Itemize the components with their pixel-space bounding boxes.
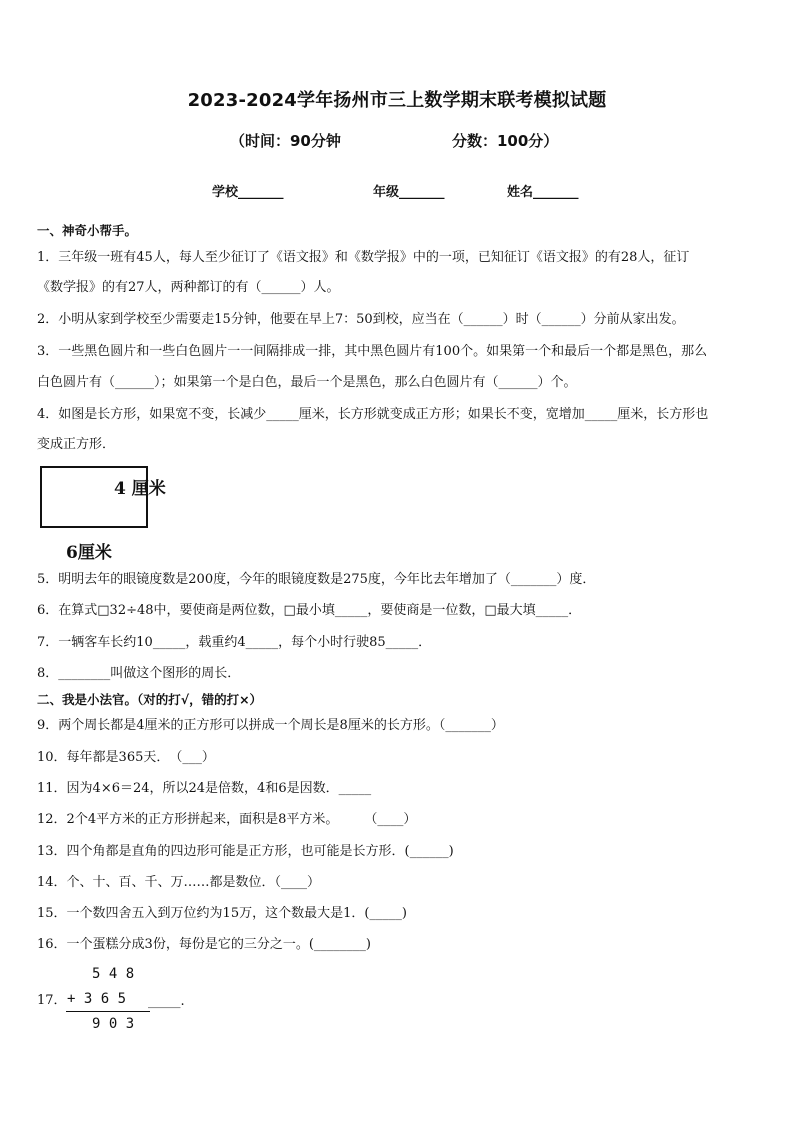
question-12: 12．2个4平方米的正方形拼起来，面积是8平方米。 （____）	[37, 812, 417, 827]
section-heading-1: 一、神奇小帮手。	[37, 223, 138, 238]
question-2: 2．小明从家到学校至少需要走15分钟，他要在早上7：50到校，应当在（______）时（______）分前从家出发。	[37, 312, 685, 327]
question-9: 9．两个周长都是4厘米的正方形可以拼成一个周长是8厘米的长方形。（_______）	[37, 718, 504, 733]
question-1-line-2: 《数学报》的有27人，两种都订的有（______）人。	[37, 280, 340, 295]
question-4-line-2: 变成正方形．	[37, 437, 116, 452]
question-1-line-1: 1．三年级一班有45人，每人至少征订了《语文报》和《数学报》中的一项，已知征订《语文报》的有28人，征订	[37, 250, 690, 265]
question-6: 6．在算式□32÷48中，要使商是两位数，□最小填_____，要使商是一位数，□最大填_____．	[37, 603, 582, 618]
exam-time: （时间：90分钟	[230, 132, 341, 150]
figure-length-label: 6厘米	[66, 543, 112, 563]
sum-rule	[66, 1011, 150, 1012]
question-14: 14．个、十、百、千、万……都是数位．（____）	[37, 875, 321, 890]
question-13: 13．四个角都是直角的四边形可能是正方形，也可能是长方形．(______)	[37, 844, 454, 859]
question-3-line-2: 白色圆片有（______）；如果第一个是白色，最后一个是黑色，那么白色圆片有（______）个。	[37, 375, 577, 390]
question-7: 7．一辆客车长约10_____，载重约4_____，每个小时行驶85_____．	[37, 635, 432, 650]
figure-width-label: 4 厘米	[114, 479, 166, 499]
page-title: 2023-2024学年扬州市三上数学期末联考模拟试题	[187, 90, 607, 111]
question-4-line-1: 4．如图是长方形，如果宽不变，长减少_____厘米，长方形就变成正方形；如果长不变，宽增加_____厘米，长方形也	[37, 407, 709, 422]
section-heading-2: 二、我是小法官。（对的打√，错的打×）	[37, 692, 263, 707]
question-17-number: 17．	[37, 993, 67, 1008]
question-5: 5．明明去年的眼镜度数是200度，今年的眼镜度数是275度，今年比去年增加了（_______）度．	[37, 572, 596, 587]
exam-score: 分数：100分）	[452, 132, 559, 150]
question-11: 11．因为4×6＝24，所以24是倍数，4和6是因数．_____	[37, 781, 372, 796]
question-15: 15．一个数四舍五入到万位约为15万，这个数最大是1．(_____)	[37, 906, 407, 921]
addend-top: 5 4 8	[92, 966, 135, 982]
question-17-answer-blank: _____.	[148, 994, 185, 1009]
addend-bottom: + 3 6 5	[67, 991, 127, 1007]
question-10: 10．每年都是365天． （___）	[37, 750, 215, 765]
grade-field: 年级_______	[373, 185, 445, 200]
question-8: 8．________叫做这个图形的周长．	[37, 666, 241, 681]
question-3-line-1: 3．一些黑色圆片和一些白色圆片一一间隔排成一排，其中黑色圆片有100个。如果第一个和最后一个都是黑色，那么	[37, 344, 708, 359]
question-16: 16．一个蛋糕分成3份，每份是它的三分之一。(________)	[37, 937, 371, 952]
sum-result: 9 0 3	[92, 1016, 135, 1032]
school-field: 学校_______	[212, 185, 284, 200]
name-field: 姓名_______	[507, 185, 579, 200]
